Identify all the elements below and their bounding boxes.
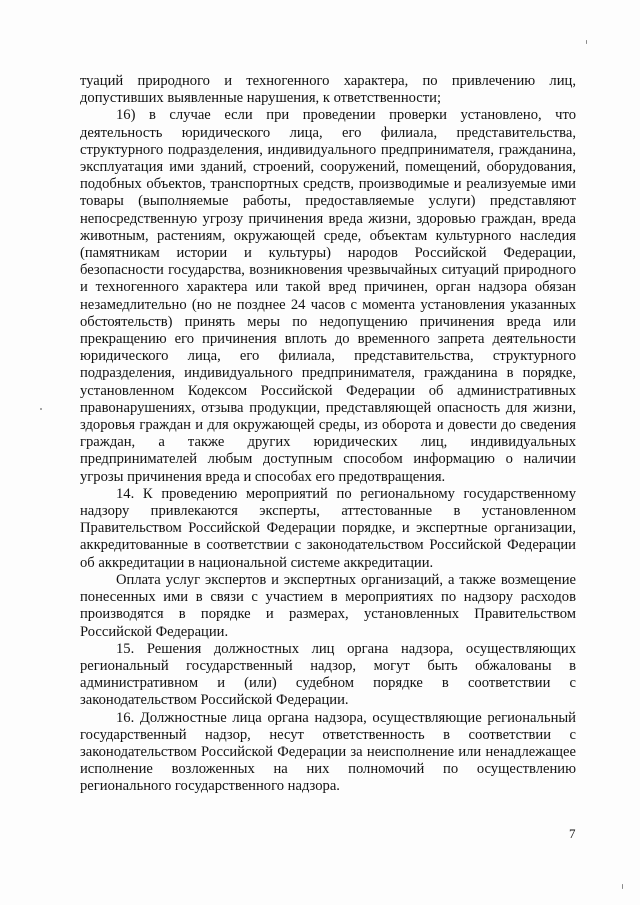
document-body: [80, 73, 576, 796]
page-number: 7: [569, 826, 576, 841]
paragraph-item-16: 16) в случае если при проведении проверки установлено, что деятельность юридического лица, его филиала, представительства, структурного подразделения, индивидуального предпринимателя, гражданина, эксплуатация ими зданий, строений, сооружений, помещений, оборудования, подобных объектов, транспортных средств, производимые и реализуемые ими товары (выполняемые работы, предоставляемые услуги) представляют непосредственную угрозу причинения вреда жизни, здоровью граждан, вреда животным, растениям, окружающей среде, объектам культурного наследия (памятникам истории и культуры) народов Российской Федерации, безопасности государства, возникновения чрезвычайных ситуаций природного и техногенного характера или такой вред причинен, орган надзора обязан незамедлительно (но не позднее 24 часов с момента установления указанных обстоятельств) принять меры по недопущению причинения вреда или прекращению его причинения вплоть до временного запрета деятельности юридического лица, его филиала, представительства, структурного подразделения, индивидуального предпринимателя, гражданина в порядке, установленном Кодексом Российской Федерации об административных правонарушениях, отзыва продукции, представляющей опасность для жизни, здоровья граждан и для окружающей среды, из оборота и довести до сведения граждан, а также других юридических лиц, индивидуальных предпринимателей любым доступным способом информацию о наличии угрозы причинения вреда и способах его предотвращения.: [80, 107, 576, 485]
paragraph-section-15: 15. Решения должностных лиц органа надзора, осуществляющих региональный государственный надзор, могут быть обжалованы в административном и (или) судебном порядке в соответствии с законодательством Российской Федерации.: [80, 640, 576, 709]
paragraph-continuation: туаций природного и техногенного характера, по привлечению лиц, допустивших выявленные нарушения, к ответственности;: [80, 73, 576, 107]
scan-speck: [40, 408, 42, 410]
paragraph-expert-payment: Оплата услуг экспертов и экспертных организаций, а также возмещение понесенных ими в связи с участием в мероприятиях по надзору расходов производятся в порядке и размерах, установленных Правительством Российской Федерации.: [80, 571, 576, 640]
paragraph-section-16: 16. Должностные лица органа надзора, осуществляющие региональный государственный надзор, несут ответственность в соответствии с законодательством Российской Федерации за неисполнение или ненадлежащее исполнение возложенных на них полномочий по осуществлению регионального государственного надзора.: [80, 709, 576, 795]
paragraph-section-14: 14. К проведению мероприятий по региональному государственному надзору привлекаются эксперты, аттестованные в установленном Правительством Российской Федерации порядке, и экспертные организации, аккредитованные в соответствии с законодательством Российской Федерации об аккредитации в национальной системе аккредитации.: [80, 485, 576, 571]
scan-speck: [586, 40, 587, 44]
scan-speck: [622, 884, 623, 889]
